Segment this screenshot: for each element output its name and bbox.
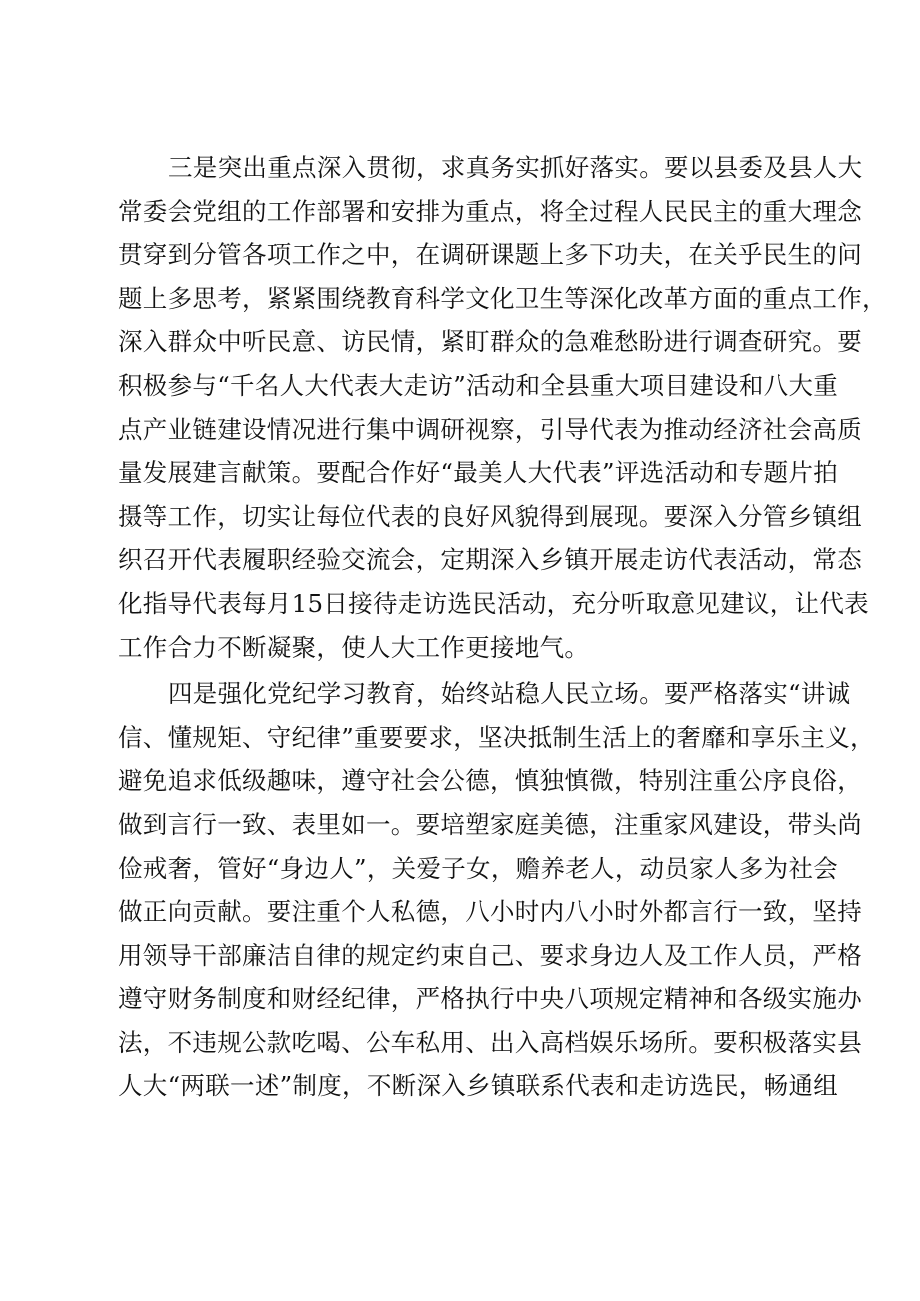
text-line: 三是突出重点深入贯彻，求真务实抓好落实。要以县委及县人大	[168, 153, 863, 182]
paragraph-three	[118, 146, 887, 669]
text-line: 常委会党组的工作部署和安排为重点，将全过程人民民主的重大理念	[118, 196, 862, 226]
text-line: 化指导代表每月15日接待走访选民活动，充分听取意见建议，让代表	[118, 588, 869, 618]
text-line: 遵守财务制度和财经纪律，严格执行中央八项规定精神和各级实施办	[118, 984, 862, 1014]
text-line: 俭戒奢，管好“身边人”，关爱子女，赡养老人，动员家人多为社会	[118, 853, 839, 883]
document-body	[118, 146, 887, 1108]
text-line: 法，不违规公款吃喝、公车私用、出入高档娱乐场所。要积极落实县	[118, 1027, 862, 1057]
text-line: 积极参与“千名人大代表大走访”活动和全县重大项目建设和八大重	[118, 370, 839, 400]
text-line: 人大“两联一述”制度，不断深入乡镇联系代表和走访选民，畅通组	[118, 1071, 839, 1101]
text-line: 工作合力不断凝聚，使人大工作更接地气。	[118, 632, 590, 662]
text-line: 量发展建言献策。要配合作好“最美人大代表”评选活动和专题片拍	[118, 458, 839, 488]
text-line: 避免追求低级趣味，遵守社会公德，慎独慎微，特别注重公序良俗，	[118, 766, 862, 796]
paragraph-four	[118, 672, 875, 1108]
text-line: 贯穿到分管各项工作之中，在调研课题上多下功夫，在关乎民生的问	[118, 240, 862, 270]
text-line: 四是强化党纪学习教育，始终站稳人民立场。要严格落实“讲诚	[168, 679, 851, 709]
text-line: 织召开代表履职经验交流会，定期深入乡镇开展走访代表活动，常态	[118, 545, 862, 575]
text-line: 做正向贡献。要注重个人私德，八小时内八小时外都言行一致，坚持	[118, 897, 862, 927]
text-line: 题上多思考，紧紧围绕教育科学文化卫生等深化改革方面的重点工作，	[118, 283, 887, 313]
text-line: 用领导干部廉洁自律的规定约束自己、要求身边人及工作人员，严格	[118, 940, 862, 970]
text-line: 信、懂规矩、守纪律”重要要求，坚决抵制生活上的奢靡和享乐主义，	[118, 722, 875, 752]
text-line: 做到言行一致、表里如一。要培塑家庭美德，注重家风建设，带头尚	[118, 809, 862, 839]
text-line: 深入群众中听民意、访民情，紧盯群众的急难愁盼进行调查研究。要	[118, 327, 862, 357]
text-line: 点产业链建设情况进行集中调研视察，引导代表为推动经济社会高质	[118, 414, 862, 444]
text-line: 摄等工作，切实让每位代表的良好风貌得到展现。要深入分管乡镇组	[118, 501, 862, 531]
